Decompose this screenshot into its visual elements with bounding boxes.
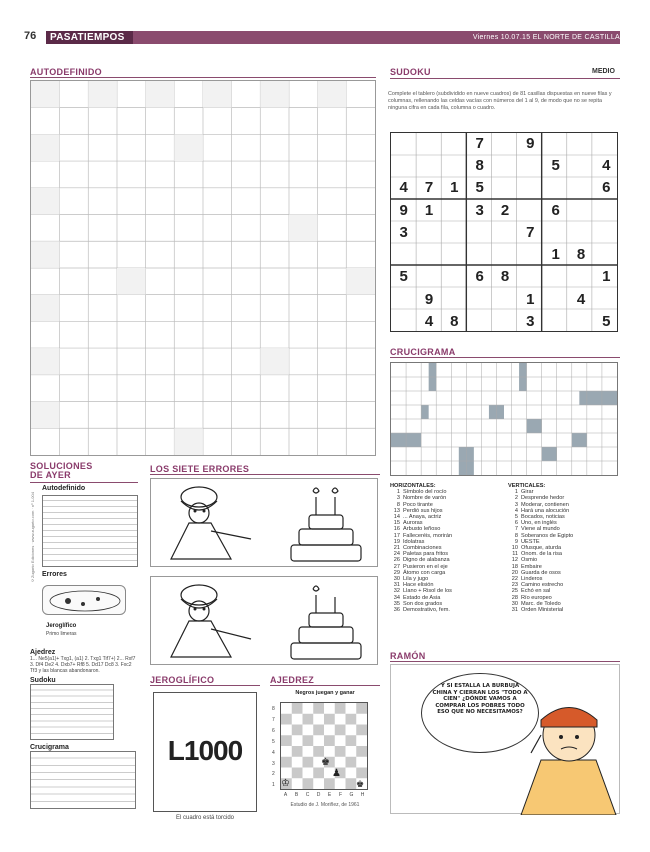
horizontales-list [390,489,500,613]
clue-text: Auroras [403,520,423,527]
sudoku-given-digit: 6 [475,268,484,286]
chess-piece-black-king: ♚ [356,779,365,789]
sudoku-given-digit: 1 [602,268,611,286]
sudoku-given-digit: 8 [500,268,510,286]
errores-panel-top [150,478,378,567]
ajedrez-title: AJEDREZ [270,675,315,685]
clue-text: Osmio [521,557,538,564]
sudoku-given-digit: 4 [602,157,611,175]
sol-autodefinido-grid [42,495,138,567]
ramon-rule [390,661,620,662]
clue-number: 28 [511,594,518,601]
clue-text: Arbusto leñoso [403,526,441,533]
clue-text: Combinaciones [403,545,442,552]
sudoku-given-digit: 7 [475,135,484,152]
clue-text: Perdió sus hijos [403,507,443,514]
chess-rank-label: 5 [272,738,275,745]
clue-text: Demostrativo, fem. [403,607,450,614]
sol-crucigrama-grid [30,751,136,809]
clue-number: 32 [393,588,400,595]
sudoku-given-digit: 9 [526,135,535,152]
clue-number: 12 [511,557,518,564]
jeroglifico-title: JEROGLÍFICO [150,675,215,685]
sudoku-given-digit: 3 [399,223,408,241]
clue-text: Nombre de varón [403,495,447,502]
errores-section [150,478,380,668]
sudoku-given-digit: 1 [450,179,459,197]
clue-number: 8 [514,532,518,539]
soluciones-subtitle: DE AYER [30,470,71,480]
sol-errores-label: Errores [42,571,67,578]
sudoku-board [390,132,618,332]
ajedrez-section [270,690,380,808]
chess-piece-king: ♚ [321,757,330,768]
clue-text: Moderar, contienen [521,501,569,508]
sol-autodefinido-label: Autodefinido [42,485,86,492]
chess-rank-label: 7 [272,716,275,723]
clue-text: Llano + Risol de los [403,588,452,595]
sol-jeroglifico-answer: Primo limeras [46,631,77,637]
clue-text: Marc. de Toledo [521,600,561,607]
ramon-title: RAMÓN [390,651,426,661]
autodefinido-lines [31,81,375,455]
chess-file-label: D [316,792,321,798]
chess-rank-label: 8 [272,706,275,712]
clue-number: 1 [514,489,518,496]
sudoku-given-digit: 1 [551,246,560,264]
chess-file-label: C [305,792,310,798]
soluciones-title: SOLUCIONES [30,461,93,471]
ajedrez-subtitle: Negros juegan y ganar [295,690,355,696]
clue-number: 2 [514,495,518,502]
clue-number: 7 [514,526,518,533]
sol-ajedrez [30,649,140,809]
clue-number: 30 [393,576,400,583]
errores-title: LOS SIETE ERRORES [150,464,250,474]
autodefinido-grid [30,80,376,456]
clue-number: 21 [393,545,400,552]
sol-credit: ©Zugarto Ediciones · www.zugarto.com · nº 1-004 [30,492,35,583]
sudoku-given-digit: 3 [526,312,535,330]
sol-autodefinido [30,485,140,585]
clue-text: Paletas para fritos [403,551,449,558]
clue-number: 8 [396,501,400,508]
chess-squares [281,703,367,789]
clue-number: 23 [511,582,518,589]
clue-text: Girar [521,489,534,496]
sol-sudoku-grid [30,684,114,740]
sudoku-given-digit: 4 [424,312,434,330]
chess-file-label: B [294,792,299,798]
clue-number: 34 [393,594,400,601]
clue-text: Lila y jugo [403,576,429,583]
clue-number: 24 [393,551,400,558]
clue-text: Onom. de la risa [521,551,563,558]
horizontales-column [390,483,500,613]
chess-piece-white-king: ♔ [281,778,290,789]
sol-jeroglifico-label: Jeroglífico [46,623,77,629]
sudoku-given-digit: 6 [602,179,611,197]
clue-text: Río europeo [521,594,552,601]
clue-number: 16 [393,526,400,533]
sudoku-given-digit: 4 [399,179,408,197]
clue-number: 10 [511,545,518,552]
crucigrama-rule [390,357,620,358]
sol-sudoku-label: Sudoku [30,677,56,684]
sudoku-rule [390,78,620,79]
sudoku-given-digit: 2 [500,201,510,219]
verticales-column [508,483,618,613]
clue-number: 11 [512,551,518,558]
ajedrez-rule [270,685,380,686]
sudoku-given-digit: 4 [576,290,586,308]
clue-text: Ofusque, aturda [521,545,562,552]
clue-text: Bocados, noticias [521,514,565,521]
clue-number: 9 [514,538,518,545]
clue-text: Viene al mundo [521,526,560,533]
soluciones-section [30,462,140,809]
clue-text: Soberanos de Egipto [521,532,574,539]
sol-errores-drawing [43,586,127,616]
jeroglifico-box [153,692,257,812]
sudoku-level: MEDIO [592,68,615,75]
sol-errores-image [42,585,126,615]
sudoku-given-digit: 8 [576,246,586,264]
clue-number: 17 [393,532,400,539]
sudoku-given-digit: 8 [475,157,484,175]
sudoku-given-digit: 7 [424,179,434,197]
chess-file-label: A [283,792,288,798]
sol-ajedrez-label: Ajedrez [30,649,56,656]
clue-number: 35 [393,600,400,607]
ajedrez-caption: Estudio de J. Moriñez, de 1961 [290,802,360,808]
autodefinido-rule [30,77,376,78]
errores-rule [150,474,380,475]
crucigrama-title: CRUCIGRAMA [390,347,456,357]
speech-text: Y SI ESTALLA LA BURBUJA CHINA Y CIERRAN LOS "TODO A CIEN" ¿DÓNDE VAMOS A COMPRAR LOS POBRES TODO ESO QUE NO NECESITAMOS? [432,683,528,716]
clue-number: 14 [393,514,400,521]
sudoku-given-digit: 5 [399,268,408,286]
errores-panel-bottom [150,576,378,665]
clue-number: 22 [511,576,518,583]
sudoku-given-digit: 9 [399,201,408,219]
clue-text: Camino estrecho [521,582,564,589]
clue-text: Guarda de osos [521,569,561,576]
clue-text: UESTE [521,538,540,545]
vertical-clue [508,607,618,613]
page-number: 76 [24,30,37,42]
sudoku-given-digit: 1 [526,290,535,308]
sudoku-given-digit: 5 [602,312,611,330]
ramon-cartoon [390,664,620,814]
clue-text: Digno de alabanza [403,557,450,564]
crucigrama-grid [390,362,618,476]
clue-text: Linderos [521,576,543,583]
clue-number: 27 [393,563,400,570]
clue-number: 20 [511,569,518,576]
clue-text: Estado de Asia [403,594,441,601]
clue-text: Poco tirante [403,501,433,508]
sudoku-given-digit: 8 [450,312,459,330]
section-title: PASATIEMPOS [46,31,133,44]
clue-text: Hace elisión [403,582,434,589]
soluciones-rule [30,482,138,483]
clue-number: 15 [393,520,400,527]
sol-errores [30,585,140,655]
verticales-heading: VERTICALES: [508,483,546,489]
errores-drawing-top [151,479,379,568]
sol-crucigrama-label: Crucigrama [30,744,69,751]
jeroglifico-caption: El cuadro está torcido [175,815,235,821]
header-date: Viernes 10.07.15 EL NORTE DE CASTILLA [472,34,620,41]
clue-text: Embaire [521,563,542,570]
clue-number: 30 [511,600,518,607]
clue-number: 6 [514,520,518,527]
sudoku-given-digit: 5 [551,157,560,175]
clue-text: Falleceréis, morirán [403,532,453,539]
errores-drawing-bottom [151,577,379,666]
chess-file-label: G [349,792,354,798]
chess-ranks [272,704,280,791]
chess-piece-pawn: ♟ [332,768,341,779]
chess-rank-label: 6 [272,727,275,734]
chess-board [280,702,368,790]
clue-number: 1 [396,489,400,496]
clue-number: 3 [396,495,400,502]
clue-text: Símbolo del rocío [403,489,447,496]
clue-text: Pusieron en el eje [403,563,448,570]
sudoku-given-digit: 5 [475,179,484,197]
sudoku-given-digit: 9 [424,290,434,308]
chess-files [280,792,368,798]
clue-number: 36 [393,607,400,614]
chess-rank-label: 1 [272,782,275,789]
clue-number: 31 [393,582,400,589]
clue-text: Uno, en inglés [521,520,557,527]
verticales-list [508,489,618,613]
clue-number: 18 [511,563,518,570]
clue-number: 4 [514,507,518,514]
clue-number: 19 [393,538,400,545]
chess-rank-label: 2 [272,771,275,778]
clue-number: 25 [511,588,518,595]
chess-rank-label: 4 [272,749,275,756]
clue-number: 26 [393,557,400,564]
chess-file-label: H [360,792,365,798]
clue-text: Hará una alocución [521,507,570,514]
sudoku-given-digit: 7 [526,223,535,241]
jeroglifico-image-text: L1000 [167,735,243,766]
clue-text: Orden Ministerial [521,607,564,614]
sudoku-given-digit: 6 [551,201,560,219]
sol-ajedrez-text: 1... Ne5(a1)+ Txg1, (a1) 2. Txg1 Tif7+) 2... Rxf7 3. Df4 De2 4. Dxb7+ Rf8 5. Dd17 Dc8 3. Fxc2 Tf3 y las blancas abandonaron. [30,656,136,674]
clue-text: Echó en sal [521,588,551,595]
clue-text: Desprende hedor [521,495,565,502]
clue-text: Idolatras [403,538,425,545]
clue-text: ... Anaya, actriz [403,514,442,521]
clue-number: 5 [514,514,518,521]
ramon-figure [391,665,621,815]
clue-number: 3 [514,501,518,508]
crucigrama-lines [391,363,617,475]
sudoku-given-digit: 1 [424,201,434,219]
clue-number: 29 [393,569,400,576]
clue-text: Átomo con carga [403,569,446,576]
clue-text: Son dos grados [403,600,443,607]
sudoku-description: Complete el tablero (subdividido en nueve cuadros) de 81 casillas dispuestas en nueve filas y columnas, rellenando las celdas vacías con números del 1 al 9, de modo que no se repita ninguna cifra en cada fila, columna o cuadro. [388,91,612,111]
chess-rank-label: 3 [272,760,275,767]
horizontal-clue [390,607,500,613]
autodefinido-title: AUTODEFINIDO [30,67,102,77]
chess-file-label: F [338,792,343,798]
sudoku-given-digit: 3 [475,201,484,219]
clue-number: 31 [511,607,518,614]
clue-number: 13 [393,507,400,514]
sudoku-title: SUDOKU [390,67,431,77]
jeroglifico-rule [150,685,260,686]
chess-file-label: E [327,792,332,798]
horizontales-heading: HORIZONTALES: [390,483,436,489]
